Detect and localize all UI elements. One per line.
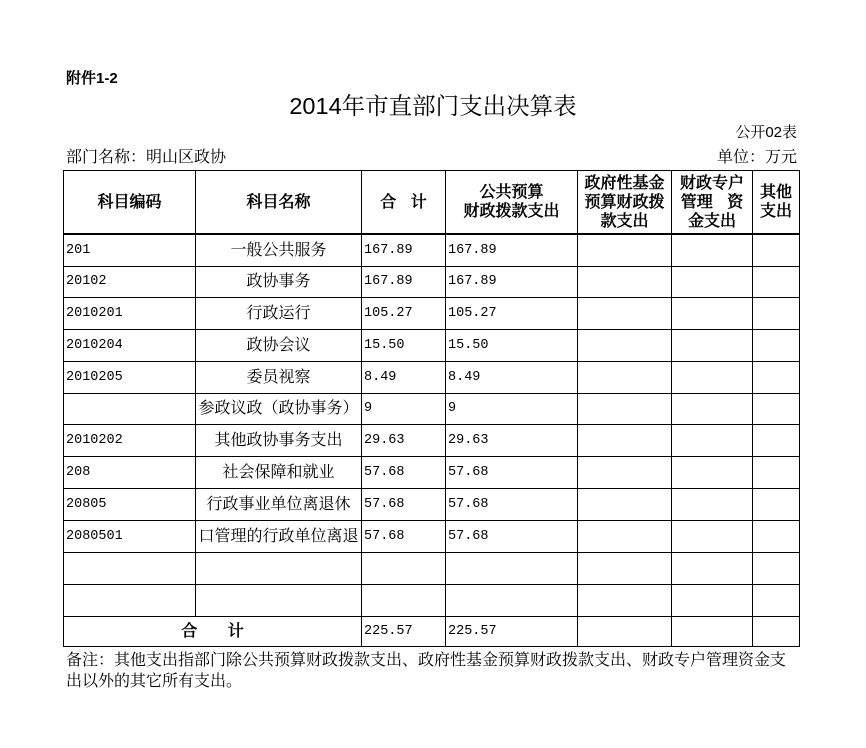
total-gov-fund bbox=[578, 617, 672, 647]
cell-public-budget: 167.89 bbox=[446, 235, 578, 267]
cell-public-budget: 57.68 bbox=[446, 521, 578, 553]
cell-other bbox=[753, 330, 800, 362]
cell-gov-fund bbox=[578, 298, 672, 330]
cell-other bbox=[753, 235, 800, 267]
total-other bbox=[753, 617, 800, 647]
cell-total: 167.89 bbox=[362, 235, 446, 267]
cell-special-account bbox=[672, 489, 753, 521]
cell-public-budget: 57.68 bbox=[446, 489, 578, 521]
cell-other bbox=[753, 457, 800, 489]
cell-subject-code bbox=[64, 553, 196, 585]
cell-gov-fund bbox=[578, 521, 672, 553]
cell-public-budget bbox=[446, 585, 578, 617]
cell-public-budget: 8.49 bbox=[446, 362, 578, 394]
page-title: 2014年市直部门支出决算表 bbox=[289, 93, 577, 119]
cell-total: 8.49 bbox=[362, 362, 446, 394]
cell-subject-name: 行政运行 bbox=[196, 298, 362, 330]
header-special-account: 财政专户 管理 资 金支出 bbox=[672, 171, 753, 235]
cell-subject-name: 参政议政（政协事务） bbox=[196, 394, 362, 425]
cell-subject-name bbox=[196, 553, 362, 585]
cell-subject-name: 其他政协事务支出 bbox=[196, 425, 362, 457]
total-special-account bbox=[672, 617, 753, 647]
cell-subject-name: 社会保障和就业 bbox=[196, 457, 362, 489]
cell-total bbox=[362, 553, 446, 585]
cell-gov-fund bbox=[578, 457, 672, 489]
cell-special-account bbox=[672, 362, 753, 394]
cell-other bbox=[753, 553, 800, 585]
cell-special-account bbox=[672, 425, 753, 457]
total-amount: 225.57 bbox=[362, 617, 446, 647]
cell-special-account bbox=[672, 330, 753, 362]
cell-subject-code: 201 bbox=[64, 235, 196, 267]
cell-other bbox=[753, 298, 800, 330]
header-subject-code: 科目编码 bbox=[64, 171, 196, 235]
cell-total: 57.68 bbox=[362, 489, 446, 521]
total-public-budget: 225.57 bbox=[446, 617, 578, 647]
cell-other bbox=[753, 521, 800, 553]
form-code: 公开02表 bbox=[735, 124, 797, 141]
cell-subject-code: 2080501 bbox=[64, 521, 196, 553]
cell-subject-code: 2010204 bbox=[64, 330, 196, 362]
cell-subject-name: 口管理的行政单位离退 bbox=[196, 521, 362, 553]
cell-gov-fund bbox=[578, 425, 672, 457]
footnote: 备注：其他支出指部门除公共预算财政拨款支出、政府性基金预算财政拨款支出、财政专户管理资金支出以外的其它所有支出。 bbox=[66, 652, 787, 690]
cell-subject-name: 一般公共服务 bbox=[196, 235, 362, 267]
header-public-budget: 公共预算 财政拨款支出 bbox=[446, 171, 578, 235]
cell-special-account bbox=[672, 298, 753, 330]
header-other: 其他 支出 bbox=[753, 171, 800, 235]
budget-table bbox=[63, 170, 800, 647]
cell-other bbox=[753, 585, 800, 617]
cell-gov-fund bbox=[578, 267, 672, 298]
cell-total: 29.63 bbox=[362, 425, 446, 457]
cell-gov-fund bbox=[578, 585, 672, 617]
cell-special-account bbox=[672, 521, 753, 553]
cell-subject-name: 委员视察 bbox=[196, 362, 362, 394]
cell-subject-name: 政协事务 bbox=[196, 267, 362, 298]
cell-total: 9 bbox=[362, 394, 446, 425]
cell-subject-code: 2010205 bbox=[64, 362, 196, 394]
cell-gov-fund bbox=[578, 330, 672, 362]
cell-public-budget: 9 bbox=[446, 394, 578, 425]
header-subject-name: 科目名称 bbox=[196, 171, 362, 235]
header-total: 合 计 bbox=[362, 171, 446, 235]
cell-subject-code: 20102 bbox=[64, 267, 196, 298]
cell-special-account bbox=[672, 457, 753, 489]
cell-subject-code: 2010202 bbox=[64, 425, 196, 457]
cell-total: 57.68 bbox=[362, 521, 446, 553]
cell-other bbox=[753, 489, 800, 521]
cell-subject-name: 政协会议 bbox=[196, 330, 362, 362]
cell-subject-code bbox=[64, 585, 196, 617]
cell-total: 105.27 bbox=[362, 298, 446, 330]
cell-other bbox=[753, 394, 800, 425]
unit-label: 单位：万元 bbox=[716, 149, 797, 166]
cell-public-budget bbox=[446, 553, 578, 585]
cell-subject-code: 208 bbox=[64, 457, 196, 489]
cell-total bbox=[362, 585, 446, 617]
cell-public-budget: 29.63 bbox=[446, 425, 578, 457]
cell-gov-fund bbox=[578, 235, 672, 267]
cell-public-budget: 57.68 bbox=[446, 457, 578, 489]
cell-gov-fund bbox=[578, 394, 672, 425]
cell-public-budget: 15.50 bbox=[446, 330, 578, 362]
attachment-label: 附件1-2 bbox=[66, 70, 118, 87]
cell-subject-name bbox=[196, 585, 362, 617]
cell-other bbox=[753, 267, 800, 298]
cell-public-budget: 105.27 bbox=[446, 298, 578, 330]
cell-special-account bbox=[672, 235, 753, 267]
cell-gov-fund bbox=[578, 489, 672, 521]
cell-total: 15.50 bbox=[362, 330, 446, 362]
header-gov-fund: 政府性基金 预算财政拨 款支出 bbox=[578, 171, 672, 235]
department-name: 部门名称：明山区政协 bbox=[66, 149, 227, 166]
cell-subject-code: 2010201 bbox=[64, 298, 196, 330]
cell-total: 57.68 bbox=[362, 457, 446, 489]
total-label: 合 计 bbox=[64, 617, 362, 647]
cell-subject-code: 20805 bbox=[64, 489, 196, 521]
cell-special-account bbox=[672, 585, 753, 617]
cell-gov-fund bbox=[578, 553, 672, 585]
cell-gov-fund bbox=[578, 362, 672, 394]
cell-subject-code bbox=[64, 394, 196, 425]
cell-subject-name: 行政事业单位离退休 bbox=[196, 489, 362, 521]
cell-total: 167.89 bbox=[362, 267, 446, 298]
cell-other bbox=[753, 425, 800, 457]
cell-special-account bbox=[672, 553, 753, 585]
cell-public-budget: 167.89 bbox=[446, 267, 578, 298]
cell-special-account bbox=[672, 267, 753, 298]
cell-other bbox=[753, 362, 800, 394]
cell-special-account bbox=[672, 394, 753, 425]
